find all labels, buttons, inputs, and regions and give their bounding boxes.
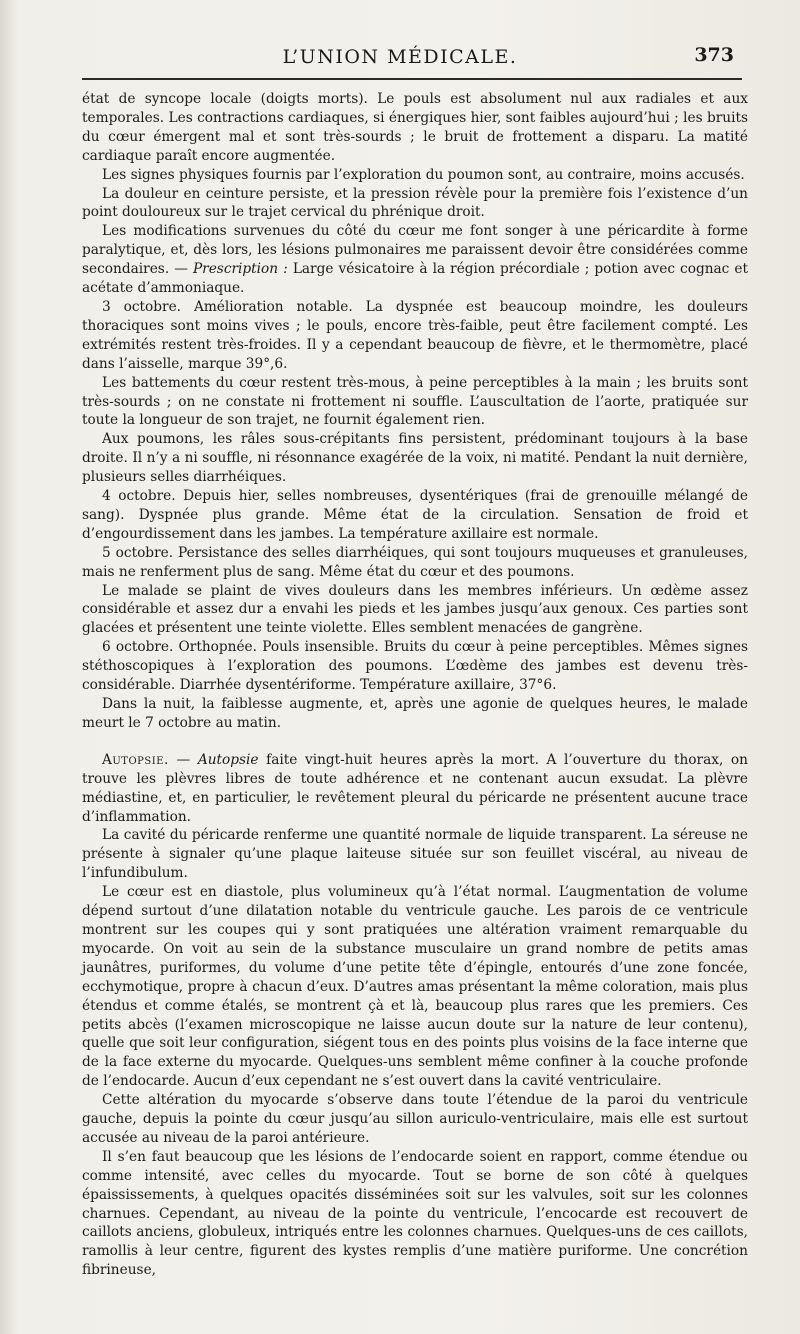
paragraph-autopsie: Autopsie. — Autopsie faite vingt-huit heures après la mort. A l’ouverture du thorax, on trouve les plèvres libres de toute adhérence et ne contenant aucun exsudat. La plèvre médiastine, et, en particulier, le revêtement pleural du péricarde ne présentent aucune trace d’inflammation. [82,751,748,825]
paragraph-5: 3 octobre. Amélioration notable. La dyspnée est beaucoup moindre, les douleurs thoraciques sont moins vives ; le pouls, encore très-faible, peut être facilement compté. Les extrémités restent très-froides. Il y a cependant beaucoup de fièvre, et le thermomètre, placé dans l’aisselle, marque 39°,6. [82,298,748,372]
paragraph-9: 5 octobre. Persistance des selles diarrhéiques, qui sont toujours muqueuses et granuleuses, mais ne renferment plus de sang. Même état du cœur et des poumons. [82,544,748,580]
paragraph-7: Aux poumons, les râles sous-crépitants fins persistent, prédominant toujours à la base droite. Il n’y a ni souffle, ni résonnance exagérée de la voix, ni matité. Pendant la nuit dernière, plusieurs selles diarrhéiques. [82,431,748,486]
paragraph-4: Les modifications survenues du côté du cœur me font songer à une péricardite à forme paralytique, et, dès lors, les lésions pulmonaires me paraissent devoir être considérées comme secondaires. — Prescription : Large vésicatoire à la région précordiale ; potion avec cognac et acétate d’ammoniaque. [82,223,748,297]
paragraph-11: 6 octobre. Orthopnée. Pouls insensible. Bruits du cœur à peine perceptibles. Mêmes signes stéthoscopiques à l’exploration des poumons. L’œdème des jambes est devenu très-considérable. Diarrhée dysentériforme. Température axillaire, 37°6. [82,639,748,694]
paragraph-10: Le malade se plaint de vives douleurs dans les membres inférieurs. Un œdème assez considérable et assez dur a envahi les pieds et les jambes jusqu’aux genoux. Ces parties sont glacées et présentent une teinte violette. Elles semblent menacées de gangrène. [82,582,748,637]
paragraph-14: La cavité du péricarde renferme une quantité normale de liquide transparent. La séreuse ne présente à signaler qu’une plaque laiteuse située sur son feuillet viscéral, au niveau de l’infundibulum. [82,827,748,882]
article-body [82,90,748,1280]
paragraph-1: état de syncope locale (doigts morts). Le pouls est absolument nul aux radiales et aux temporales. Les contractions cardiaques, si énergiques hier, sont faibles aujourd’hui ; les bruits du cœur émergent mal et sont très-sourds ; le bruit de frottement a disparu. La matité cardiaque paraît encore augmentée. [82,91,748,164]
paragraph-12: Dans la nuit, la faiblesse augmente, et, après une agonie de quelques heures, le malade meurt le 7 octobre au matin. [82,696,748,731]
section-heading: Autopsie. [102,751,169,768]
paragraph-2: Les signes physiques fournis par l’exploration du poumon sont, au contraire, moins accusés. [102,166,745,183]
paragraph-8: 4 octobre. Depuis hier, selles nombreuses, dysentériques (frai de grenouille mélangé de sang). Dyspnée plus grande. Même état de la circulation. Sensation de froid et d’engourdissement dans les jambes. La température axillaire est normale. [82,488,748,542]
page-number: 373 [694,44,734,66]
journal-title: L’UNION MÉDICALE. [282,46,518,68]
paragraph-17: Il s’en faut beaucoup que les lésions de l’endocarde soient en rapport, comme étendue ou comme intensité, avec celles du myocarde. Tout se borne de son côté à quelques épaississements, à quelques opacités disséminées soit sur les valvules, soit sur les colonnes charnues. Cependant, au niveau de la pointe du ventricule, l’encocarde est recouvert de caillots anciens, globuleux, intriqués entre les colonnes charnues. Quelques-uns de ces caillots, ramollis à leur centre, figurent des kystes remplis d’une matière puriforme. Une concrétion fibrineuse, [82,1148,748,1279]
paragraph-16: Cette altération du myocarde s’observe dans toute l’étendue de la paroi du ventricule gauche, depuis la pointe du cœur jusqu’au sillon auriculo-ventriculaire, mais elle est surtout accusée au niveau de la paroi antérieure. [82,1092,748,1146]
paragraph-15: Le cœur est en diastole, plus volumineux qu’à l’état normal. L’augmentation de volume dépend surtout d’une dilatation notable du ventricule gauche. Les parois de ce ventricule montrent sur les coupes qui y sont pratiquées une altération vraiment remarquable du myocarde. On voit au sein de la substance musculaire un grand nombre de petits amas jaunâtres, puriformes, du volume d’une petite tête d’épingle, entourés d’une zone foncée, ecchymotique, propre à chacun d’eux. D’autres amas présentant la même coloration, mais plus étendus et comme étalés, se montrent çà et là, beaucoup plus rares que les premiers. Ces petits abcès (l’examen microscopique ne laisse aucun doute sur la nature de leur contenu), quelle que soit leur configuration, siégent tous en des points plus voisins de la face interne que de la face externe du myocarde. Quelques-uns semblent même confiner à la couche profonde de l’endocarde. Aucun d’eux cependant ne s’est ouvert dans la cavité ventriculaire. [82,884,748,1090]
running-head [0,42,800,72]
paragraph-3: La douleur en ceinture persiste, et la pression révèle pour la première fois l’existence d’un point douloureux sur le trajet cervical du phrénique droit. [82,185,748,221]
header-rule [82,78,742,80]
paragraph-6: Les battements du cœur restent très-mous, à peine perceptibles à la main ; les bruits sont très-sourds ; on ne constate ni frottement ni souffle. L’auscultation de l’aorte, pratiquée sur toute la longueur de son trajet, ne fournit également rien. [82,374,748,429]
prescription-label: Prescription : [192,261,288,278]
